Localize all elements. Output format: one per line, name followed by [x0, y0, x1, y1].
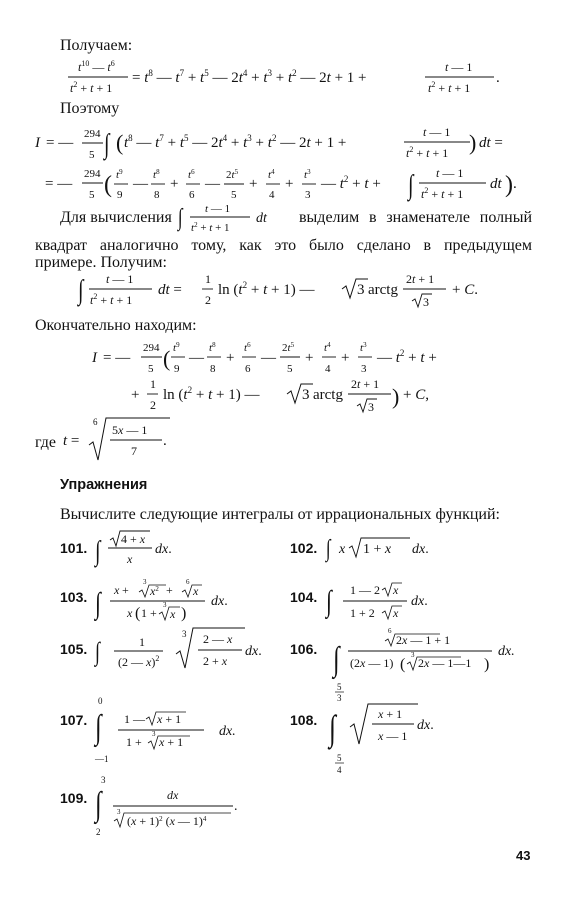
exercise-107-formula: [93, 696, 235, 764]
svg-text:6: 6: [388, 627, 392, 635]
svg-text:x + 1: x + 1: [378, 707, 403, 721]
svg-text:4: 4: [269, 189, 275, 201]
svg-text:∫: ∫: [95, 535, 101, 567]
svg-text:∫: ∫: [95, 709, 102, 747]
formula-final-line2: [131, 377, 429, 414]
svg-text:8: 8: [210, 363, 216, 375]
svg-text:x: x: [127, 552, 133, 566]
svg-text:t — 1: t — 1: [436, 166, 464, 180]
svg-text:4 + x: 4 + x: [121, 532, 146, 546]
formula-integral-expansion: [34, 125, 503, 161]
svg-text:5: 5: [337, 753, 342, 763]
svg-text:2 — x: 2 — x: [203, 632, 233, 646]
text-poetomu: Поэтому: [60, 100, 120, 117]
svg-text:3: 3: [305, 189, 311, 201]
svg-text:— t2 + t +: — $t^2 + t$ +: [321, 174, 381, 192]
svg-text:2t5: $2t^5$: [226, 168, 239, 181]
svg-text:5: 5: [337, 682, 342, 692]
svg-text:(2x — 1): (2x — 1): [350, 656, 394, 670]
svg-text:= —: = —: [45, 176, 73, 192]
svg-text:+: +: [131, 387, 140, 403]
svg-text:(2 — x)2: (2 — x)$^2$: [118, 654, 160, 669]
svg-text:t2 + t + 1: $t^2 + t + 1$: [428, 80, 471, 95]
svg-text:2x — 1—1: 2x — 1—1: [418, 656, 472, 670]
svg-text:∫: ∫: [177, 205, 183, 231]
svg-text:1: 1: [150, 377, 156, 391]
svg-text:—: —: [261, 350, 276, 366]
text-para1-end: выделим в знаменателе полный: [299, 209, 532, 226]
svg-text:2: 2: [150, 398, 156, 412]
svg-text:): ): [181, 605, 187, 622]
exercise-number: 106.: [290, 641, 318, 657]
text-gde: где: [35, 434, 57, 451]
svg-text:t9: $t^9$: [173, 341, 180, 354]
svg-text:): ): [469, 130, 477, 155]
exercise-number: 102.: [290, 540, 318, 556]
svg-text:6: 6: [186, 578, 190, 586]
svg-text:2t + 1: 2t + 1: [351, 377, 380, 391]
svg-text:5: 5: [231, 189, 237, 201]
exercise-number: 101.: [60, 540, 88, 556]
svg-text:t3: $t^3$: [304, 168, 311, 181]
svg-text:3: 3: [361, 363, 367, 375]
exercise-105-formula: [93, 628, 261, 669]
svg-text:dx.: dx.: [412, 542, 429, 557]
svg-text:5: 5: [89, 189, 95, 201]
svg-text:∫: ∫: [329, 707, 336, 749]
svg-text:.: .: [163, 433, 167, 449]
exercise-number: 107.: [60, 712, 88, 728]
svg-text:3: 3: [368, 400, 374, 414]
svg-text:∫: ∫: [104, 128, 110, 160]
svg-text:+ C.: + C.: [452, 282, 478, 298]
formula-arctg-integral: [76, 272, 478, 309]
svg-text:+: +: [122, 583, 129, 597]
svg-text:4: 4: [337, 765, 342, 775]
svg-text:—: —: [133, 176, 148, 192]
svg-text:3: 3: [117, 808, 121, 816]
svg-text:(: (: [104, 172, 112, 198]
svg-text:= —: = —: [46, 135, 74, 151]
svg-text:= t8 — t7 + t5 — 2t4 + t3 + t2: = $t^8$ — $t^7 + t^5$ — $2t^4 + t^3 + t^2$ — 2t + 1 +: [132, 68, 367, 86]
svg-text:+: +: [305, 350, 314, 366]
svg-text:.: .: [513, 176, 517, 192]
text-para1-start: Для вычисления: [60, 209, 172, 226]
svg-text:I: I: [92, 350, 97, 366]
svg-text:dx.: dx.: [211, 594, 228, 609]
svg-text:5: 5: [287, 363, 293, 375]
svg-text:dx: dx: [167, 788, 179, 802]
svg-text:∫: ∫: [95, 586, 101, 620]
svg-text:5: 5: [148, 363, 154, 375]
exercise-101-formula: [93, 531, 171, 568]
svg-text:3: 3: [182, 629, 187, 639]
svg-text:9: 9: [117, 189, 123, 201]
svg-text:t2 + t + 1: $t^2 + t + 1$: [406, 145, 449, 160]
svg-text:): ): [484, 656, 490, 673]
svg-text:t2 + t + 1: $t^2 + t + 1$: [70, 80, 113, 95]
svg-text:(: (: [135, 605, 141, 622]
svg-text:t10 — t6: $t^{10}$ — $t^6$: [78, 59, 115, 74]
svg-text:dx.: dx.: [219, 724, 236, 739]
svg-text:∫: ∫: [408, 169, 414, 201]
svg-text:2 + x: 2 + x: [203, 654, 228, 668]
svg-text:+: +: [226, 350, 235, 366]
svg-text:dx.: dx.: [411, 594, 428, 609]
svg-text:2: 2: [96, 827, 101, 837]
svg-text:x: x: [127, 606, 133, 620]
svg-text:t6: $t^6$: [244, 341, 251, 354]
svg-text:t8 — t7 + t5 — 2t4 + t3 + t2 —: $t^8$ — $t^7 + t^5$ — $2t^4 + t^3 + t^2$ — 2t + 1 +: [124, 133, 347, 151]
svg-text:∫: ∫: [333, 641, 340, 679]
svg-text:0: 0: [98, 696, 103, 706]
svg-text:ln (t2 + t + 1) —: $\ln (t^2 + t + 1)$ —: [218, 280, 315, 298]
formula-final-line1: [91, 341, 437, 375]
exercise-103-formula: [93, 578, 227, 622]
svg-text:x — 1: x — 1: [378, 729, 408, 743]
svg-text:∫: ∫: [95, 786, 102, 824]
svg-text:t8: $t^8$: [209, 341, 216, 354]
svg-text:1 +: 1 +: [126, 735, 142, 749]
svg-text:x + 1: x + 1: [159, 735, 184, 749]
svg-text:x: x: [339, 542, 346, 557]
text-para1-line3: примере. Получим:: [35, 254, 167, 271]
svg-text:6: 6: [189, 189, 195, 201]
svg-text:t — 1: t — 1: [205, 203, 231, 215]
svg-text:x + 1: x + 1: [157, 712, 182, 726]
svg-text:294: 294: [84, 168, 101, 180]
svg-text:t3: $t^3$: [360, 341, 367, 354]
svg-text:t2 + t + 1: $t^2 + t + 1$: [191, 221, 230, 234]
svg-text:6: 6: [245, 363, 251, 375]
svg-text:4: 4: [325, 363, 331, 375]
svg-text:1: 1: [139, 635, 145, 649]
svg-text:5: 5: [89, 149, 95, 161]
svg-text:= —: = —: [103, 350, 131, 366]
svg-text:t2 + t + 1: $t^2 + t + 1$: [90, 292, 133, 307]
svg-text:3: 3: [337, 693, 342, 703]
svg-text:+: +: [285, 176, 294, 192]
svg-text:t — 1: t — 1: [445, 60, 473, 74]
svg-text:—1: —1: [95, 754, 109, 764]
inline-integral: [176, 203, 268, 234]
svg-text:x: x: [393, 606, 399, 620]
page-number: 43: [516, 848, 531, 863]
text-okonchatelno: Окончательно находим:: [35, 317, 197, 334]
svg-text:∫: ∫: [326, 536, 331, 562]
svg-text:dt =: dt =: [158, 282, 182, 298]
svg-text:x: x: [170, 607, 176, 621]
formula-polynomial-division: [68, 59, 500, 95]
svg-text:dx.: dx.: [245, 644, 262, 659]
svg-text:2x — 1 + 1: 2x — 1 + 1: [396, 633, 451, 647]
svg-text:—: —: [205, 176, 220, 192]
svg-text:+: +: [166, 583, 173, 597]
svg-text:dt: dt: [256, 211, 267, 226]
svg-text:+: +: [170, 176, 179, 192]
svg-text:(: (: [163, 346, 171, 371]
svg-text:t9: $t^9$: [116, 168, 123, 181]
svg-text:7: 7: [131, 444, 137, 458]
exercise-number: 103.: [60, 589, 88, 605]
svg-text:— t2 + t +: — $t^2 + t$ +: [377, 348, 437, 366]
text-para1-line2: квадрат аналогично тому, как это было сделано в предыдущем: [35, 237, 532, 254]
section-heading: Упражнения: [60, 477, 148, 493]
svg-text:3: 3: [163, 601, 167, 609]
svg-text:1 —: 1 —: [124, 712, 145, 726]
exercise-number: 105.: [60, 641, 88, 657]
svg-text:(x + 1)2 (x — 1)4: $(x + 1)^2$ (x — 1)$^4$: [127, 814, 207, 828]
svg-text:dx.: dx.: [417, 718, 434, 733]
svg-text:2t + 1: 2t + 1: [406, 272, 435, 286]
svg-text:.: .: [496, 70, 500, 86]
svg-text:1 +: 1 +: [141, 606, 157, 620]
svg-text:3: 3: [101, 775, 106, 785]
svg-text:dx.: dx.: [155, 542, 172, 557]
svg-text:294: 294: [84, 128, 101, 140]
svg-text:t4: $t^4$: [324, 341, 331, 354]
svg-text:t — 1: t — 1: [423, 125, 451, 139]
svg-text:6: 6: [93, 417, 98, 427]
svg-text:8: 8: [154, 189, 160, 201]
svg-text:t4: $t^4$: [268, 168, 275, 181]
formula-substitution: [63, 417, 170, 460]
svg-text:+ C,: + C,: [403, 387, 429, 403]
svg-text:2: 2: [205, 293, 211, 307]
svg-text:(: (: [400, 656, 406, 673]
svg-text:∫: ∫: [326, 584, 332, 618]
svg-text:t2 + t + 1: $t^2 + t + 1$: [421, 186, 464, 201]
svg-text:dt: dt: [490, 176, 502, 192]
svg-text:9: 9: [174, 363, 180, 375]
svg-text:3: 3: [143, 578, 147, 586]
svg-text:t6: $t^6$: [188, 168, 195, 181]
svg-text:2t5: $2t^5$: [282, 341, 295, 354]
svg-text:t =: t =: [63, 433, 80, 449]
text-poluchaem: Получаем:: [60, 37, 133, 54]
svg-text:x: x: [193, 584, 199, 598]
svg-text:): ): [505, 172, 513, 198]
exercise-106-formula: [331, 627, 514, 679]
svg-text:dx.: dx.: [498, 644, 515, 659]
svg-text:ln (t2 + t + 1) —: $\ln (t^2 + t + 1)$ —: [163, 385, 260, 403]
svg-text:1 + 2: 1 + 2: [350, 606, 375, 620]
svg-text:5x — 1: 5x — 1: [112, 423, 148, 437]
svg-text:1 — 2: 1 — 2: [350, 583, 380, 597]
svg-text:(: (: [116, 130, 124, 155]
svg-text:x: x: [393, 583, 399, 597]
svg-text:—: —: [189, 350, 204, 366]
svg-text:t — 1: t — 1: [106, 272, 134, 286]
svg-text:I: I: [35, 135, 40, 151]
svg-text:3: 3: [302, 387, 310, 403]
svg-text:arctg: arctg: [313, 387, 343, 403]
svg-text:t8: $t^8$: [153, 168, 160, 181]
svg-text:3: 3: [423, 295, 429, 309]
exercise-104-formula: [324, 583, 427, 620]
svg-text:x: x: [114, 583, 120, 597]
exercise-108-formula: [327, 682, 433, 775]
exercise-number: 109.: [60, 790, 88, 806]
svg-text:1 + x: 1 + x: [363, 542, 392, 557]
svg-text:3: 3: [152, 730, 156, 738]
svg-text:x2: $x^2$: [150, 584, 159, 598]
svg-text:dt =: dt =: [479, 135, 503, 151]
svg-text:3: 3: [357, 282, 365, 298]
svg-text:1: 1: [205, 272, 211, 286]
svg-text:∫: ∫: [78, 274, 84, 306]
svg-text:294: 294: [143, 342, 160, 354]
svg-text:.: .: [234, 799, 238, 814]
text-instruction: Вычислите следующие интегралы от иррациональных функций:: [60, 506, 500, 523]
svg-text:∫: ∫: [95, 636, 100, 666]
exercise-109-formula: [93, 775, 237, 837]
svg-text:+: +: [249, 176, 258, 192]
formula-integral-result: [45, 166, 517, 202]
svg-text:): ): [392, 384, 400, 409]
svg-text:3: 3: [411, 651, 415, 659]
exercise-number: 108.: [290, 712, 318, 728]
exercise-102-formula: [324, 536, 428, 563]
exercise-number: 104.: [290, 589, 318, 605]
svg-text:arctg: arctg: [368, 282, 398, 298]
svg-text:+: +: [341, 350, 350, 366]
